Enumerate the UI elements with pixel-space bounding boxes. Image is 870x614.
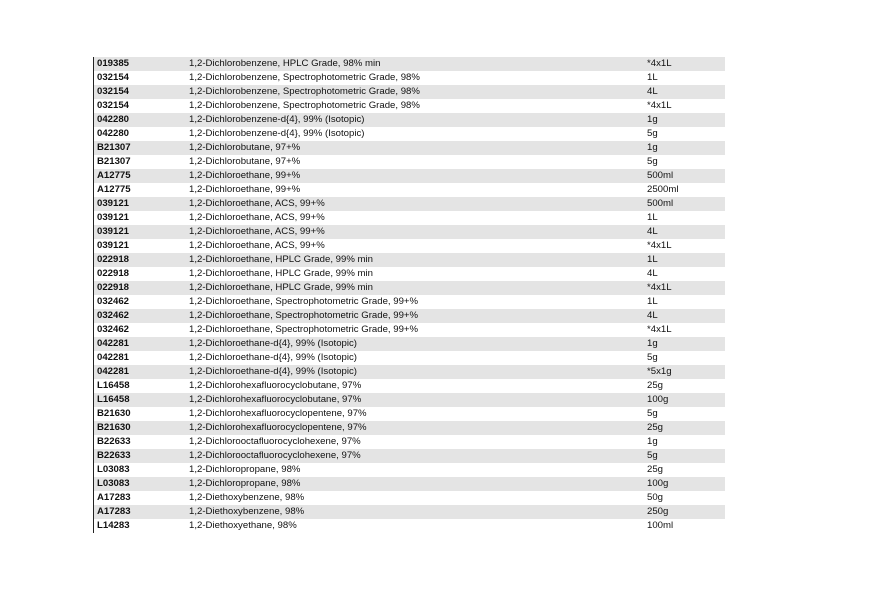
package-size: 1L	[647, 212, 658, 223]
product-description: 1,2-Dichlorobenzene, Spectrophotometric Grade, 98%	[189, 72, 420, 83]
table-row	[94, 225, 725, 239]
product-description: 1,2-Dichloroethane, Spectrophotometric Grade, 99+%	[189, 324, 419, 335]
table-row	[94, 407, 725, 421]
table-row	[94, 491, 725, 505]
table-row	[94, 505, 725, 519]
table-row	[94, 463, 725, 477]
catalog-number: 032462	[97, 310, 130, 321]
catalog-number: A12775	[97, 170, 131, 181]
catalog-number: L16458	[97, 394, 130, 405]
table-row	[94, 309, 725, 323]
catalog-number: L14283	[97, 520, 130, 531]
catalog-number: 042280	[97, 128, 130, 139]
package-size: 1L	[647, 296, 658, 307]
package-size: *5x1g	[647, 366, 672, 377]
product-description: 1,2-Diethoxybenzene, 98%	[189, 492, 305, 503]
package-size: 500ml	[647, 198, 674, 209]
product-description: 1,2-Dichlorobenzene, Spectrophotometric Grade, 98%	[189, 100, 420, 111]
table-row	[94, 477, 725, 491]
package-size: 5g	[647, 128, 658, 139]
catalog-number: A17283	[97, 506, 131, 517]
package-size: 100ml	[647, 520, 674, 531]
table-row	[94, 127, 725, 141]
catalog-number: 022918	[97, 254, 130, 265]
catalog-number: 019385	[97, 58, 130, 69]
product-description: 1,2-Dichloroethane, HPLC Grade, 99% min	[189, 282, 373, 293]
catalog-number: 039121	[97, 226, 130, 237]
package-size: 1g	[647, 436, 658, 447]
catalog-number: B21630	[97, 408, 131, 419]
catalog-number: L16458	[97, 380, 130, 391]
product-description: 1,2-Dichlorohexafluorocyclobutane, 97%	[189, 394, 362, 405]
table-row	[94, 239, 725, 253]
product-description: 1,2-Dichloroethane, 99+%	[189, 184, 301, 195]
package-size: *4x1L	[647, 282, 672, 293]
product-description: 1,2-Dichlorohexafluorocyclopentene, 97%	[189, 408, 367, 419]
table-row	[94, 141, 725, 155]
package-size: 5g	[647, 450, 658, 461]
catalog-number: L03083	[97, 464, 130, 475]
product-description: 1,2-Diethoxybenzene, 98%	[189, 506, 305, 517]
package-size: 1g	[647, 338, 658, 349]
table-row	[94, 351, 725, 365]
catalog-number: 032462	[97, 324, 130, 335]
catalog-number: B22633	[97, 450, 131, 461]
table-row	[94, 71, 725, 85]
catalog-number: 032154	[97, 100, 130, 111]
table-row	[94, 435, 725, 449]
product-description: 1,2-Dichlorohexafluorocyclopentene, 97%	[189, 422, 367, 433]
catalog-number: B21307	[97, 156, 131, 167]
product-description: 1,2-Dichlorobenzene, HPLC Grade, 98% min	[189, 58, 381, 69]
table-row	[94, 197, 725, 211]
package-size: 5g	[647, 352, 658, 363]
product-description: 1,2-Diethoxyethane, 98%	[189, 520, 297, 531]
product-description: 1,2-Dichloroethane-d{4}, 99% (Isotopic)	[189, 366, 357, 377]
product-description: 1,2-Dichlorooctafluorocyclohexene, 97%	[189, 450, 361, 461]
product-description: 1,2-Dichloroethane-d{4}, 99% (Isotopic)	[189, 352, 357, 363]
package-size: *4x1L	[647, 58, 672, 69]
product-description: 1,2-Dichloroethane-d{4}, 99% (Isotopic)	[189, 338, 357, 349]
table-row	[94, 519, 725, 533]
package-size: 1L	[647, 254, 658, 265]
product-description: 1,2-Dichloroethane, Spectrophotometric Grade, 99+%	[189, 296, 419, 307]
package-size: 250g	[647, 506, 669, 517]
table-row	[94, 379, 725, 393]
package-size: 2500ml	[647, 184, 679, 195]
catalog-number: 032154	[97, 86, 130, 97]
product-description: 1,2-Dichloroethane, ACS, 99+%	[189, 226, 325, 237]
package-size: 25g	[647, 464, 664, 475]
catalog-number: 042281	[97, 366, 130, 377]
catalog-number: 022918	[97, 282, 130, 293]
product-description: 1,2-Dichloroethane, ACS, 99+%	[189, 198, 325, 209]
package-size: 50g	[647, 492, 664, 503]
table-row	[94, 253, 725, 267]
product-description: 1,2-Dichloroethane, 99+%	[189, 170, 301, 181]
product-description: 1,2-Dichloroethane, HPLC Grade, 99% min	[189, 254, 373, 265]
table-row	[94, 183, 725, 197]
catalog-number: A12775	[97, 184, 131, 195]
catalog-number: 042281	[97, 352, 130, 363]
product-description: 1,2-Dichlorobenzene, Spectrophotometric Grade, 98%	[189, 86, 420, 97]
product-description: 1,2-Dichloroethane, ACS, 99+%	[189, 212, 325, 223]
table-row	[94, 421, 725, 435]
table-row	[94, 281, 725, 295]
catalog-number: L03083	[97, 478, 130, 489]
table-row	[94, 57, 725, 71]
table-row	[94, 295, 725, 309]
catalog-number: A17283	[97, 492, 131, 503]
table-row	[94, 155, 725, 169]
package-size: *4x1L	[647, 240, 672, 251]
catalog-number: B21307	[97, 142, 131, 153]
product-description: 1,2-Dichloroethane, ACS, 99+%	[189, 240, 325, 251]
table-row	[94, 393, 725, 407]
table-row	[94, 169, 725, 183]
product-description: 1,2-Dichlorobutane, 97+%	[189, 142, 301, 153]
product-description: 1,2-Dichlorohexafluorocyclobutane, 97%	[189, 380, 362, 391]
product-description: 1,2-Dichlorooctafluorocyclohexene, 97%	[189, 436, 361, 447]
product-description: 1,2-Dichloroethane, HPLC Grade, 99% min	[189, 268, 373, 279]
catalog-number: 039121	[97, 212, 130, 223]
catalog-table	[93, 57, 725, 533]
package-size: 4L	[647, 226, 658, 237]
product-description: 1,2-Dichloropropane, 98%	[189, 464, 301, 475]
package-size: 100g	[647, 478, 669, 489]
catalog-number: 042280	[97, 114, 130, 125]
table-row	[94, 365, 725, 379]
package-size: 25g	[647, 380, 664, 391]
table-row	[94, 323, 725, 337]
catalog-number: 032462	[97, 296, 130, 307]
catalog-number: 039121	[97, 198, 130, 209]
table-row	[94, 337, 725, 351]
package-size: 4L	[647, 86, 658, 97]
package-size: 500ml	[647, 170, 674, 181]
table-row	[94, 99, 725, 113]
package-size: 1g	[647, 142, 658, 153]
product-description: 1,2-Dichloroethane, Spectrophotometric Grade, 99+%	[189, 310, 419, 321]
product-description: 1,2-Dichlorobenzene-d{4}, 99% (Isotopic)	[189, 128, 365, 139]
package-size: 4L	[647, 268, 658, 279]
catalog-number: 039121	[97, 240, 130, 251]
table-row	[94, 113, 725, 127]
product-description: 1,2-Dichloropropane, 98%	[189, 478, 301, 489]
table-row	[94, 267, 725, 281]
package-size: 25g	[647, 422, 664, 433]
package-size: *4x1L	[647, 324, 672, 335]
package-size: 5g	[647, 408, 658, 419]
package-size: 100g	[647, 394, 669, 405]
product-description: 1,2-Dichlorobenzene-d{4}, 99% (Isotopic)	[189, 114, 365, 125]
table-row	[94, 211, 725, 225]
package-size: *4x1L	[647, 100, 672, 111]
table-row	[94, 85, 725, 99]
catalog-number: B22633	[97, 436, 131, 447]
table-row	[94, 449, 725, 463]
package-size: 5g	[647, 156, 658, 167]
catalog-number: B21630	[97, 422, 131, 433]
package-size: 1L	[647, 72, 658, 83]
catalog-number: 022918	[97, 268, 130, 279]
catalog-number: 042281	[97, 338, 130, 349]
package-size: 1g	[647, 114, 658, 125]
product-description: 1,2-Dichlorobutane, 97+%	[189, 156, 301, 167]
catalog-number: 032154	[97, 72, 130, 83]
package-size: 4L	[647, 310, 658, 321]
